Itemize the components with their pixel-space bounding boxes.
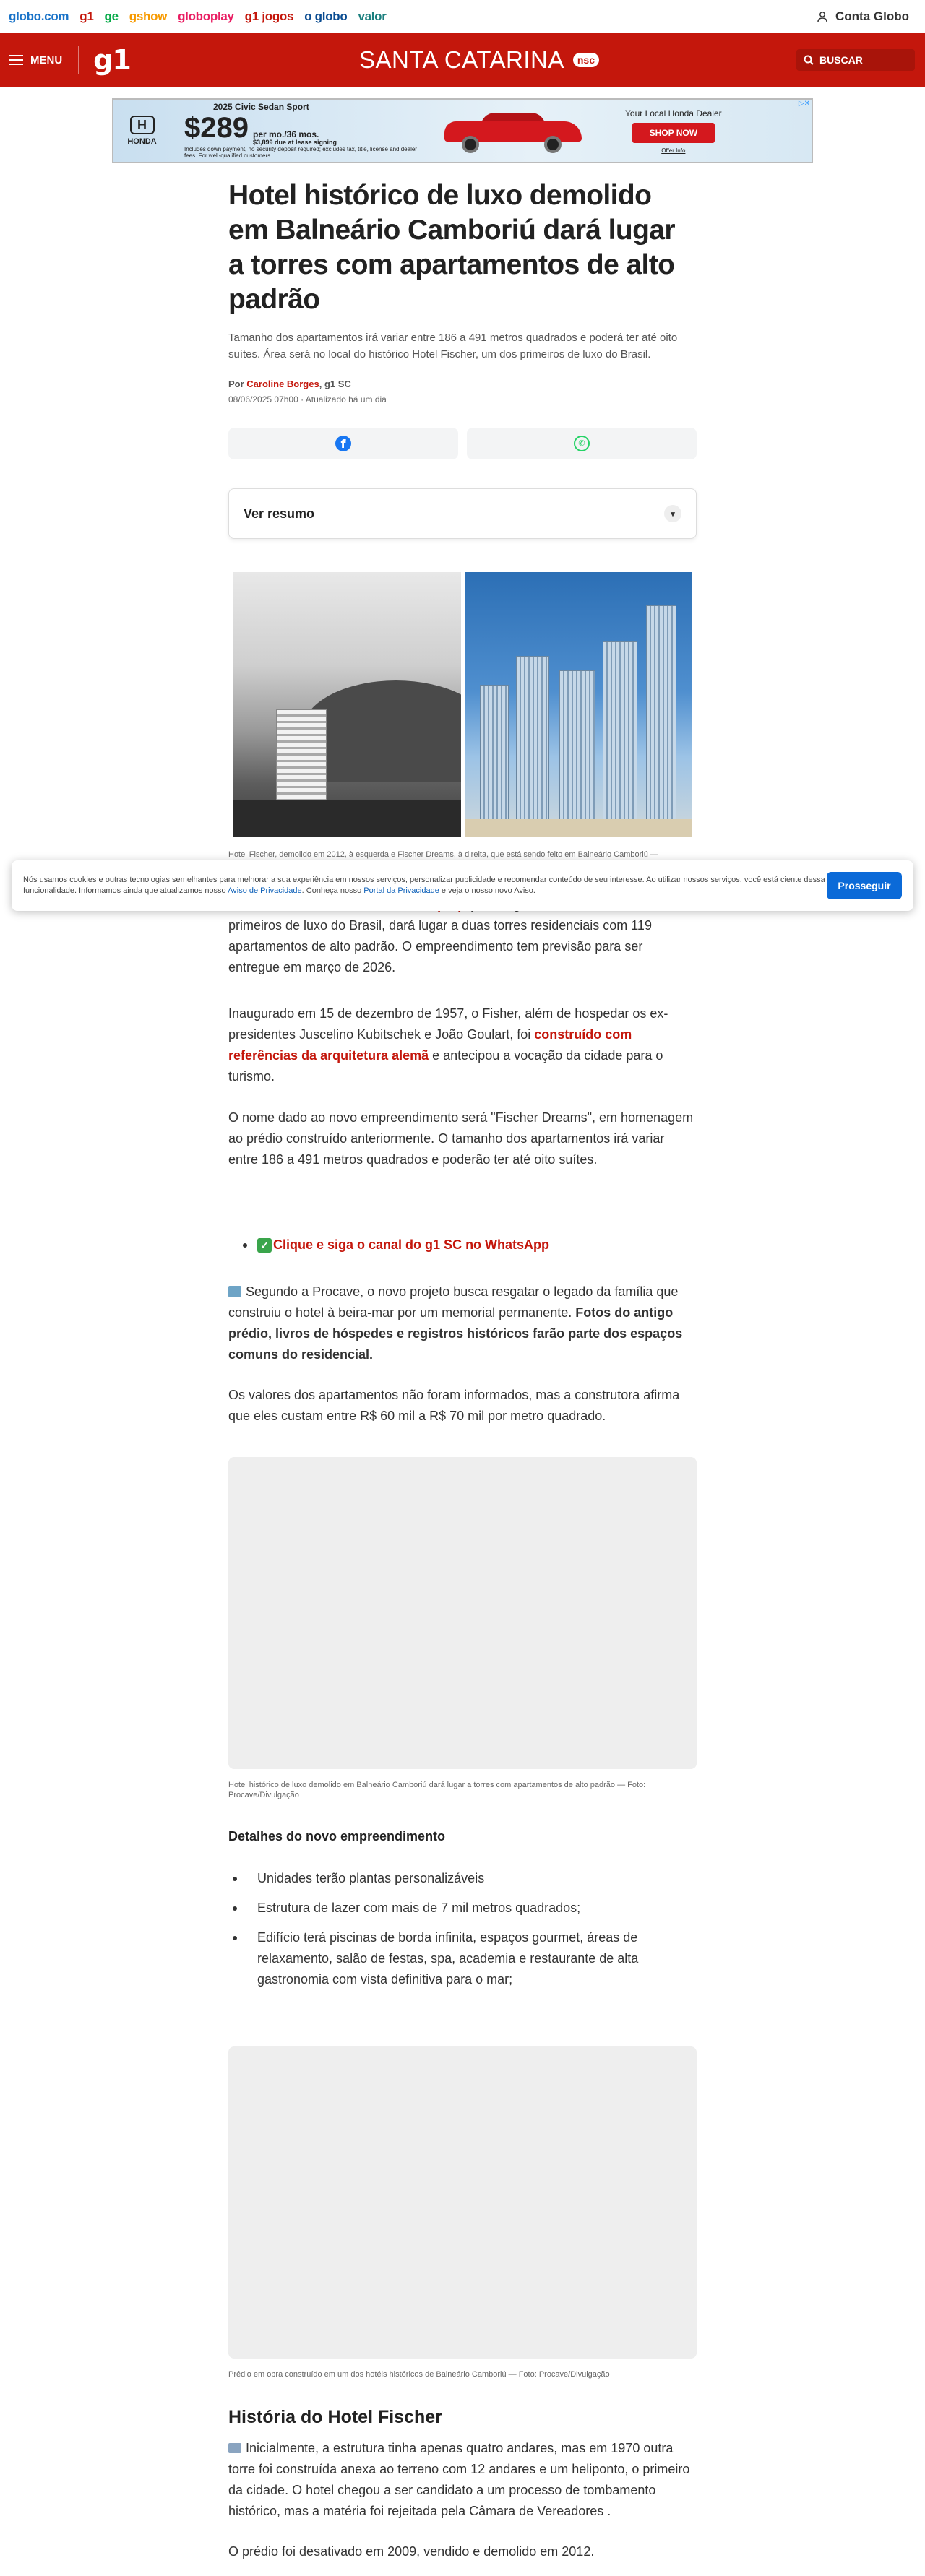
link-globoplay[interactable]: globoplay [178,9,234,23]
privacy-notice-link[interactable]: Aviso de Privacidade [228,886,302,895]
fischer-dreams-render [465,572,692,837]
history-heading: História do Hotel Fischer [228,2407,442,2427]
link-valor[interactable]: valor [358,9,387,23]
link-arquitetura[interactable]: construído com referências da arquitetura alemã [228,1027,632,1063]
g1-logo[interactable]: g1 [93,44,131,76]
hotel-fischer-photo [233,572,461,837]
building-icon [228,1286,241,1297]
facebook-icon: f [335,436,351,451]
search-icon [804,55,814,65]
byline-prefix: Por [228,379,244,389]
car-image [444,113,589,149]
photo-caption: Hotel Fischer, demolido em 2012, à esquerda e Fischer Dreams, à direita, que está sendo feito em Balneário Camboriú — [228,850,658,859]
menu-button[interactable] [9,54,62,66]
paragraph-1: primeiros de luxo do Brasil, dará lugar a duas torres residenciais com 119 apartamentos de alto padrão. O empreendimento tem previsão para ser entregue em março de 2026. [228,894,697,978]
paragraph-7: O prédio foi desativado em 2009, vendido e demolido em 2012. [228,2544,595,2559]
ad-banner[interactable] [112,98,813,163]
check-icon: ✓ [257,1238,272,1253]
link-globo-com[interactable]: globo.com [9,9,69,23]
shop-now-button[interactable]: SHOP NOW [632,123,715,143]
paragraph-4: Segundo a Procave, o novo projeto busca resgatar o legado da família que construiu o hotel à beira-mar por um memorial permanente. Fotos do antigo prédio, livros de hóspedes e registros históricos farão parte dos espaços comuns do residencial. [228,1284,683,1362]
article-title: Hotel histórico de luxo demolido em Balneário Camboriú dará lugar a torres com apartamentos de alto padrão [228,180,675,315]
offer-info-link[interactable]: Offer Info [661,147,686,154]
ad-brand: HONDA [127,137,157,146]
features-list [228,1868,697,1999]
ad-dealer-name: Your Local Honda Dealer [625,108,722,118]
hamburger-icon [9,55,23,65]
summary-label: Ver resumo [244,506,315,521]
user-icon [817,11,828,22]
share-facebook-button[interactable] [228,428,458,459]
image-caption: Prédio em obra construído em um dos hotéis históricos de Balneário Camboriú — Foto: Procave/Divulgação [228,2370,610,2379]
list-item: Estrutura de lazer com mais de 7 mil metros quadrados; [228,1898,697,1919]
paragraph-6: Inicialmente, a estrutura tinha apenas quatro andares, mas em 1970 outra torre foi construída anexa ao terreno com 12 andares e um heliponto, o primeiro da cidade. O hotel chegou a ser candidato a um processo de tombamento histórico, mas a matéria foi rejeitada pela Câmara de Vereadores . [228,2441,690,2518]
link-gshow[interactable]: gshow [129,9,168,23]
link-o-globo[interactable]: o globo [304,9,348,23]
bullet [243,1243,247,1248]
book-icon [228,2443,241,2453]
search-label: BUSCAR [819,54,863,66]
ad-fine-print: Includes down payment, no security deposit required; excludes tax, title, license and dealer fees. For well-qualified customers. [184,146,417,160]
section-heading: Detalhes do novo empreendimento [228,1829,446,1844]
article-subtitle: Tamanho dos apartamentos irá variar entre 186 a 491 metros quadrados e poderá ter até oito suítes. Área será no local do histórico Hotel Fischer, um dos primeiros de luxo do Brasil. [228,332,678,360]
header-divider [78,46,79,74]
whatsapp-icon: ✆ [574,436,590,451]
ad-model: 2025 Civic Sedan Sport [213,102,309,113]
chevron-down-icon: ▾ [664,505,681,522]
honda-logo: H HONDA [113,102,171,160]
share-whatsapp-button[interactable] [467,428,697,459]
paragraph-2: Inaugurado em 15 de dezembro de 1957, o Fisher, além de hospedar os ex-presidentes Juscelino Kubitschek e João Goulart, foi construído com referências da arquitetura alemã e antecipou a vocação da cidade para o turismo. [228,1006,668,1084]
ad-terms-2: $3,899 due at lease signing [252,139,337,147]
account-button[interactable] [817,9,909,24]
author-link[interactable]: Caroline Borges [246,379,319,389]
list-item: Edifício terá piscinas de borda infinita, espaços gourmet, áreas de relaxamento, salão de festas, spa, academia e restaurante de alta gastronomia com vista definitiva para o mar; [228,1927,697,1990]
paragraph-3: O nome dado ao novo empreendimento será "Fischer Dreams", em homenagem ao prédio construído anteriormente. O tamanho dos apartamentos irá variar entre 186 a 491 metros quadrados e poderão ter até oito suítes. [228,1110,694,1167]
whatsapp-channel-link[interactable]: Clique e siga o canal do g1 SC no WhatsApp [273,1237,550,1252]
search-button[interactable] [796,49,915,71]
site-header [0,33,925,87]
ad-dealer [625,108,722,154]
cookie-banner [12,860,913,911]
link-g1-jogos[interactable]: g1 jogos [244,9,294,23]
publish-date: 08/06/2025 07h00 · Atualizado há um dia [228,394,387,405]
accept-cookies-button[interactable]: Prosseguir [827,872,902,899]
cookie-text: Nós usamos cookies e outras tecnologias semelhantes para melhorar a sua experiência em nossos serviços, personalizar publicidade e recomendar conteúdo de seu interesse. Ao utilizar nossos serviços, você está ciente dessa funcionalidade. Informamos ainda que atualizamos nosso Aviso de Privacidade. Conheça nosso Portal da Privacidade e veja o nosso novo Aviso. [23,876,825,895]
link-ge[interactable]: ge [104,9,119,23]
link-g1[interactable]: g1 [79,9,94,23]
image-placeholder [228,1457,697,1769]
region-title[interactable] [359,33,599,87]
list-item: Unidades terão plantas personalizáveis [228,1868,697,1889]
globo-bar [0,0,925,33]
nsc-tv-logo: nsc [573,53,599,67]
summary-toggle[interactable] [228,488,697,539]
byline-outlet: , g1 SC [319,379,351,389]
image-caption: Hotel histórico de luxo demolido em Balneário Camboriú dará lugar a torres com apartamentos de alto padrão — Foto: Procave/Divulgação [228,1781,646,1799]
region-name: SANTA CATARINA [359,46,564,73]
image-placeholder [228,2046,697,2359]
account-label: Conta Globo [835,9,909,23]
menu-label: MENU [30,53,63,66]
byline [228,379,351,389]
whatsapp-channel-item [243,1237,549,1253]
privacy-portal-link[interactable]: Portal da Privacidade [363,886,439,895]
ad-offer [184,102,423,160]
globo-links [9,9,387,24]
paragraph-5: Os valores dos apartamentos não foram informados, mas a construtora afirma que eles custam entre R$ 60 mil a R$ 70 mil por metro quadrado. [228,1388,680,1423]
adchoices-icon[interactable]: ▷✕ [798,100,810,108]
ad-price: $289 [184,112,249,144]
ad-terms-1: per mo./36 mos. [252,129,319,140]
